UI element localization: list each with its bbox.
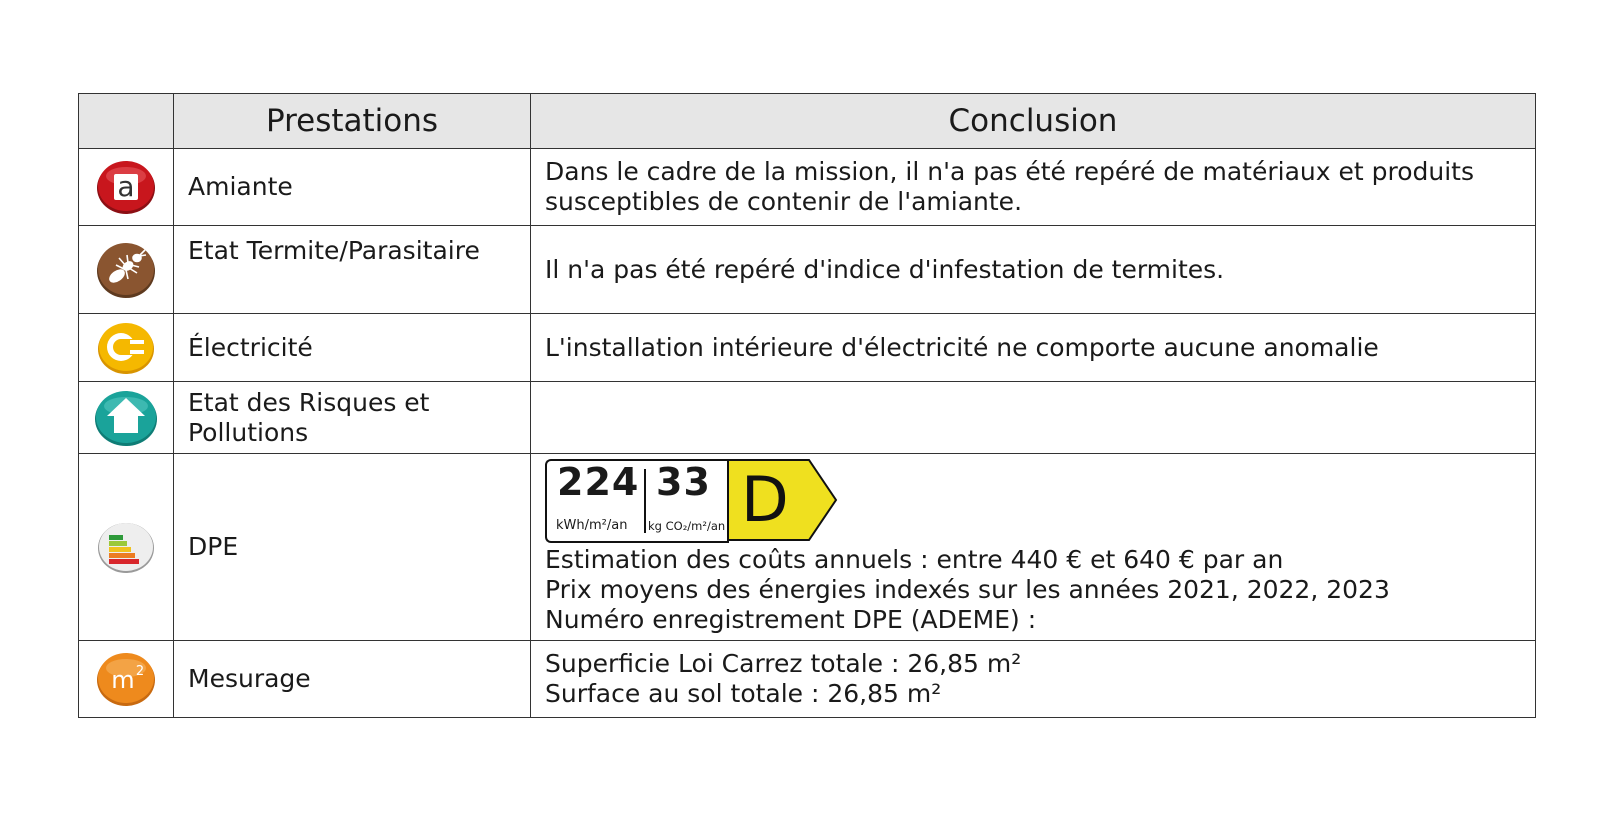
table-row-erp xyxy=(79,382,1536,454)
table-row-mesurage xyxy=(79,641,1536,718)
icon-cell xyxy=(79,454,174,641)
prestation-label: Etat Termite/Parasitaire xyxy=(174,226,531,314)
house-risk-icon xyxy=(93,389,159,447)
energy-class-letter: D xyxy=(741,463,789,536)
diagnostics-table xyxy=(78,93,1536,718)
carrez-surface: Superficie Loi Carrez totale : 26,85 m² xyxy=(545,649,1022,678)
svg-text:a: a xyxy=(117,170,135,203)
prestation-label xyxy=(174,382,531,454)
dpe-values-box xyxy=(545,459,729,543)
square-meter-icon xyxy=(95,651,157,707)
header-icon-cell xyxy=(79,94,174,149)
energy-consumption-unit: kWh/m²/an xyxy=(556,518,628,533)
svg-text:m: m xyxy=(111,666,135,694)
header-prestations: Prestations xyxy=(174,94,531,149)
energy-rating-icon xyxy=(96,520,156,574)
floor-surface: Surface au sol totale : 26,85 m² xyxy=(545,679,942,708)
dpe-separator xyxy=(644,469,646,533)
table-row-dpe xyxy=(79,454,1536,641)
asbestos-a-icon xyxy=(95,159,157,215)
dpe-energy-prices: Prix moyens des énergies indexés sur les années 2021, 2022, 2023 xyxy=(545,575,1390,604)
icon-cell xyxy=(79,226,174,314)
conclusion-text xyxy=(531,641,1536,718)
table-row-amiante xyxy=(79,149,1536,226)
dpe-cost-estimate: Estimation des coûts annuels : entre 440 € et 640 € par an xyxy=(545,545,1284,574)
dpe-energy-label xyxy=(545,459,840,543)
table-row-termite xyxy=(79,226,1536,314)
dpe-registration-number: Numéro enregistrement DPE (ADEME) : xyxy=(545,605,1037,634)
conclusion-line: Dans le cadre de la mission, il n'a pas été repéré de matériaux et produits xyxy=(545,157,1474,186)
prestation-label: Mesurage xyxy=(174,641,531,718)
table-header-row xyxy=(79,94,1536,149)
icon-cell xyxy=(79,641,174,718)
prestation-label: Électricité xyxy=(174,314,531,382)
prestation-label-line: Pollutions xyxy=(188,417,309,447)
energy-consumption-value: 224 xyxy=(557,460,640,504)
prestation-label-line: Etat des Risques et xyxy=(188,387,430,417)
termite-icon xyxy=(95,241,157,299)
electric-plug-icon xyxy=(96,321,156,375)
ges-emission-unit: kg CO₂/m²/an xyxy=(648,519,726,533)
icon-cell xyxy=(79,382,174,454)
conclusion-text: Il n'a pas été repéré d'indice d'infestation de termites. xyxy=(531,226,1536,314)
prestation-label: DPE xyxy=(174,454,531,641)
conclusion-text xyxy=(531,454,1536,641)
conclusion-text xyxy=(531,149,1536,226)
icon-cell xyxy=(79,149,174,226)
conclusion-line: susceptibles de contenir de l'amiante. xyxy=(545,187,1023,216)
table-row-electricite xyxy=(79,314,1536,382)
header-conclusion: Conclusion xyxy=(531,94,1536,149)
conclusion-text: L'installation intérieure d'électricité ne comporte aucune anomalie xyxy=(531,314,1536,382)
icon-cell xyxy=(79,314,174,382)
svg-text:2: 2 xyxy=(135,664,145,679)
prestation-label: Amiante xyxy=(174,149,531,226)
conclusion-text xyxy=(531,382,1536,454)
ges-emission-value: 33 xyxy=(656,460,711,504)
